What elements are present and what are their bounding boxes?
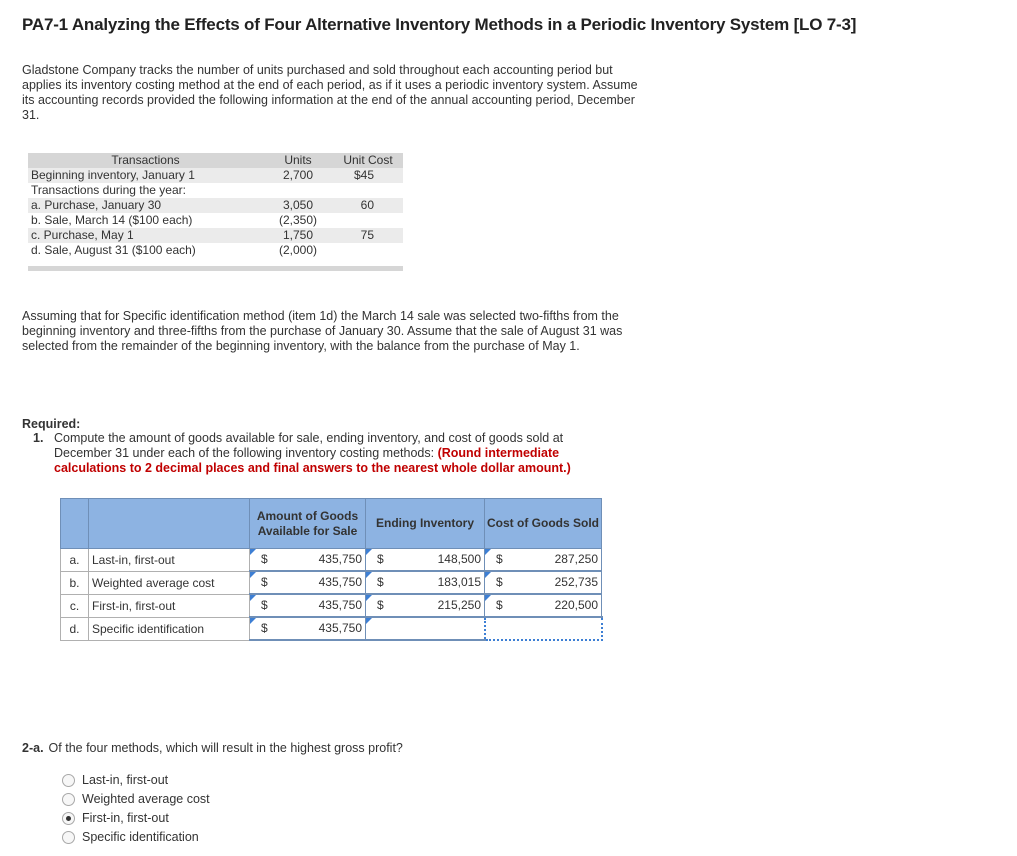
answer-flag-icon xyxy=(485,549,491,555)
table-row xyxy=(61,617,602,640)
ending-inventory-input[interactable] xyxy=(366,571,485,594)
transaction-label: c. Purchase, May 1 xyxy=(31,228,134,242)
cell-value: 183,015 xyxy=(437,575,481,589)
cogs-input[interactable] xyxy=(485,571,602,594)
required-item-1 xyxy=(33,431,603,476)
question-2a xyxy=(22,741,403,755)
method-label: Last-in, first-out xyxy=(89,549,250,572)
cell-value: 435,750 xyxy=(318,552,362,566)
answer-flag-icon xyxy=(366,595,372,601)
answer-flag-icon xyxy=(485,595,491,601)
required-item-text xyxy=(54,431,603,476)
currency-symbol: $ xyxy=(496,598,503,612)
answer-flag-icon xyxy=(366,572,372,578)
transaction-units: (2,000) xyxy=(278,243,318,257)
goods-available-input[interactable] xyxy=(250,571,366,594)
table-row xyxy=(28,228,403,243)
goods-available-input[interactable] xyxy=(250,617,366,640)
assumption-paragraph: Assuming that for Specific identification method (item 1d) the March 14 sale was selected two-fifths from the beginning inventory and three-fifths from the purchase of January 30. Assume that the sale of August 31 was selected from the remainder of the beginning inventory, with the balance from the purchase of May 1. xyxy=(22,309,623,353)
cell-value: 435,750 xyxy=(318,621,362,635)
transaction-units: 2,700 xyxy=(282,168,314,182)
currency-symbol: $ xyxy=(261,621,268,635)
table-row xyxy=(61,549,602,572)
currency-symbol: $ xyxy=(377,552,384,566)
cell-value: 220,500 xyxy=(554,598,598,612)
currency-symbol: $ xyxy=(261,575,268,589)
currency-symbol: $ xyxy=(377,575,384,589)
table-row xyxy=(61,594,602,617)
transactions-table xyxy=(28,153,403,258)
required-item-number: 1. xyxy=(33,431,44,445)
goods-available-input[interactable] xyxy=(250,549,366,572)
answer-flag-icon xyxy=(250,595,256,601)
answer-flag-icon xyxy=(250,618,256,624)
transaction-label: Beginning inventory, January 1 xyxy=(31,168,195,182)
transactions-header-row xyxy=(28,153,403,168)
transaction-label: Transactions during the year: xyxy=(31,183,186,197)
answer-flag-icon xyxy=(250,549,256,555)
rounding-note: (Round intermediate calculations to 2 decimal places and final answers to the nearest whole dollar amount.) xyxy=(54,446,571,475)
cogs-input[interactable] xyxy=(485,617,602,640)
cogs-input[interactable] xyxy=(485,594,602,617)
row-letter: d. xyxy=(61,617,89,640)
currency-symbol: $ xyxy=(377,598,384,612)
cell-value: 215,250 xyxy=(437,598,481,612)
option-label[interactable]: Last-in, first-out xyxy=(82,773,169,787)
currency-symbol: $ xyxy=(496,552,503,566)
answer-flag-icon xyxy=(366,549,372,555)
row-letter: b. xyxy=(61,571,89,594)
answer-header-row xyxy=(61,499,602,549)
required-heading: Required: xyxy=(22,417,81,431)
radio-button[interactable] xyxy=(62,812,75,825)
answer-flag-icon xyxy=(250,572,256,578)
radio-button[interactable] xyxy=(62,774,75,787)
cell-value: 148,500 xyxy=(437,552,481,566)
table-row xyxy=(28,243,403,258)
header-unit-cost: Unit Cost xyxy=(343,153,393,167)
option-label[interactable]: Specific identification xyxy=(82,830,199,844)
cell-value: 435,750 xyxy=(318,598,362,612)
table-row xyxy=(28,213,403,228)
table-row xyxy=(28,198,403,213)
currency-symbol: $ xyxy=(496,575,503,589)
cell-value: 287,250 xyxy=(554,552,598,566)
answer-flag-icon xyxy=(366,618,372,624)
answer-flag-icon xyxy=(485,572,491,578)
table-row xyxy=(28,183,403,198)
transaction-label: d. Sale, August 31 ($100 each) xyxy=(31,243,196,257)
transaction-label: b. Sale, March 14 ($100 each) xyxy=(31,213,193,227)
required-instruction: Compute the amount of goods available for sale, ending inventory, and cost of goods sold at December 31 under each of the following inventory costing methods: xyxy=(54,431,564,460)
radio-button[interactable] xyxy=(62,793,75,806)
answer-table xyxy=(60,498,603,641)
transaction-units: 3,050 xyxy=(282,198,314,212)
transaction-unit-cost: 60 xyxy=(360,198,374,212)
cell-value: 252,735 xyxy=(554,575,598,589)
ending-inventory-input[interactable] xyxy=(366,549,485,572)
transaction-unit-cost: 75 xyxy=(360,228,374,242)
currency-symbol: $ xyxy=(261,552,268,566)
header-transactions: Transactions xyxy=(111,153,180,167)
page-title: PA7-1 Analyzing the Effects of Four Alternative Inventory Methods in a Periodic Inventory System [LO 7-3] xyxy=(22,15,857,34)
transaction-units: (2,350) xyxy=(278,213,318,227)
cell-value: 435,750 xyxy=(318,575,362,589)
goods-available-input[interactable] xyxy=(250,594,366,617)
header-ending-inventory: Ending Inventory xyxy=(366,499,485,549)
method-label: Weighted average cost xyxy=(89,571,250,594)
header-units: Units xyxy=(284,153,312,167)
transaction-unit-cost: $45 xyxy=(353,168,374,182)
option-label[interactable]: First-in, first-out xyxy=(82,811,169,825)
header-cogs: Cost of Goods Sold xyxy=(485,499,602,549)
transaction-label: a. Purchase, January 30 xyxy=(31,198,162,212)
row-letter: c. xyxy=(61,594,89,617)
table-bottom-divider xyxy=(28,266,403,271)
cogs-input[interactable] xyxy=(485,549,602,572)
option-label[interactable]: Weighted average cost xyxy=(82,792,210,806)
ending-inventory-input[interactable] xyxy=(366,594,485,617)
header-letter xyxy=(61,499,89,549)
header-method xyxy=(89,499,250,549)
transaction-units: 1,750 xyxy=(282,228,314,242)
table-row xyxy=(28,168,403,183)
question-text: Of the four methods, which will result in the highest gross profit? xyxy=(48,741,403,755)
radio-button[interactable] xyxy=(62,831,75,844)
method-label: Specific identification xyxy=(89,617,250,640)
row-letter: a. xyxy=(61,549,89,572)
question-number: 2-a. xyxy=(22,741,44,755)
intro-paragraph: Gladstone Company tracks the number of units purchased and sold throughout each accounting period but applies its inventory costing method at the end of each period, as if it uses a periodic inventory system. Assume its accounting records provided the following information at the end of the annual accounting period, December 31. xyxy=(22,63,638,122)
header-goods-available: Amount of Goods Available for Sale xyxy=(250,499,366,549)
method-label: First-in, first-out xyxy=(89,594,250,617)
ending-inventory-input[interactable] xyxy=(366,617,485,640)
currency-symbol: $ xyxy=(261,598,268,612)
table-row xyxy=(61,571,602,594)
